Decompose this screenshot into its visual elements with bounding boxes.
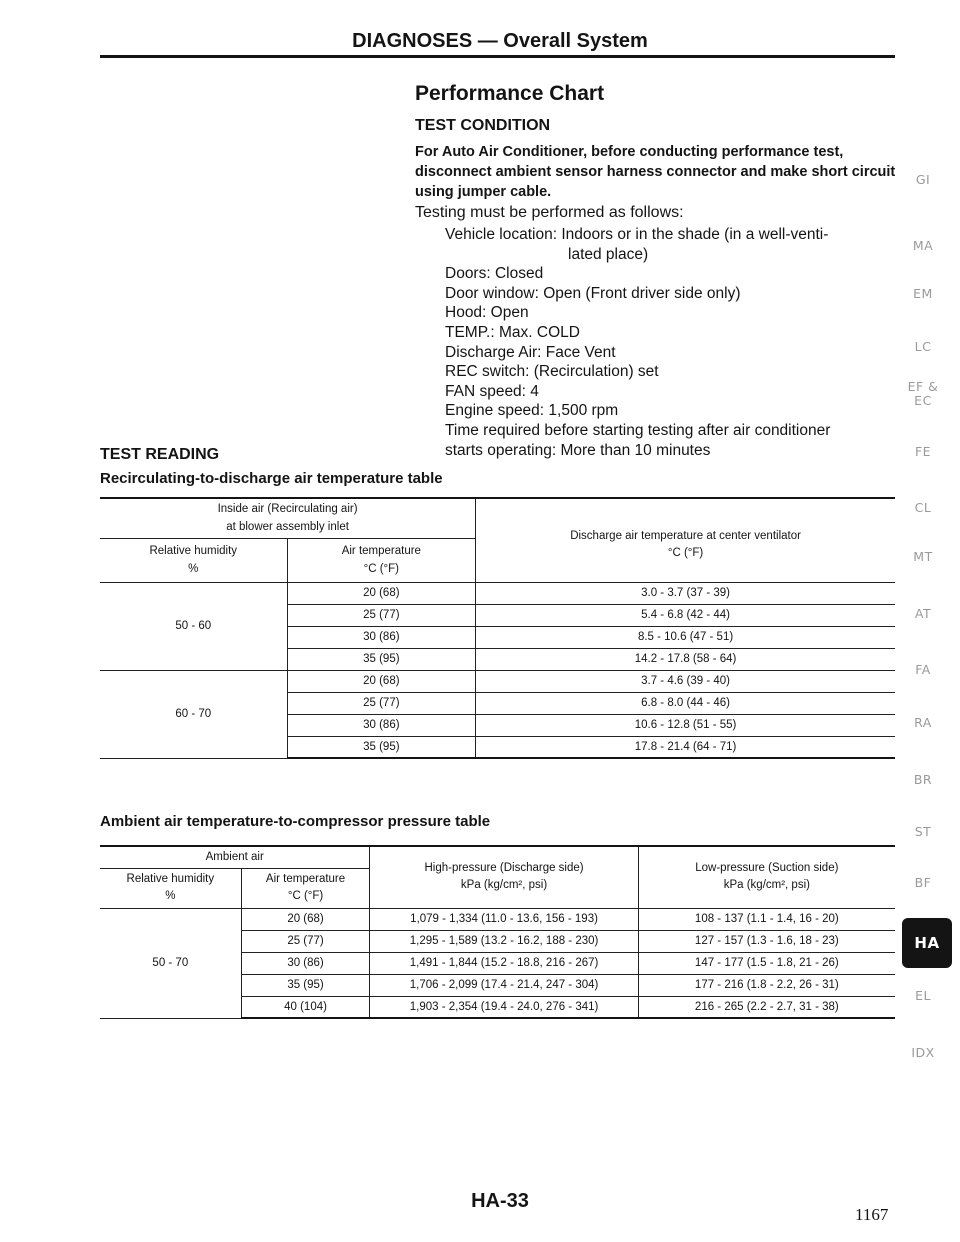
table2-low-cell: 216 - 265 (2.2 - 2.7, 31 - 38) <box>638 996 895 1018</box>
tab-ha-active[interactable]: HA <box>902 918 952 968</box>
recirculating-discharge-table <box>100 497 895 759</box>
table2-high-cell: 1,295 - 1,589 (13.2 - 16.2, 188 - 230) <box>370 930 638 952</box>
condition-item: lated place) <box>568 245 649 263</box>
tab-lc[interactable]: LC <box>914 339 932 354</box>
condition-item: Hood: Open <box>445 304 529 322</box>
table1-temp-cell: 35 (95) <box>287 736 476 758</box>
table2-airtemp-header: Air temperature °C (°F) <box>241 868 370 908</box>
tab-cl[interactable]: CL <box>914 500 932 515</box>
table1-temp-cell: 25 (77) <box>287 692 476 714</box>
table2-low-cell: 147 - 177 (1.5 - 1.8, 21 - 26) <box>638 952 895 974</box>
table2-high-cell: 1,706 - 2,099 (17.4 - 21.4, 247 - 304) <box>370 974 638 996</box>
table1-group-header: Inside air (Recirculating air) at blower assembly inlet <box>100 498 476 538</box>
test-condition-heading: TEST CONDITION <box>415 117 551 134</box>
tab-at[interactable]: AT <box>914 606 932 621</box>
table2-temp-cell: 30 (86) <box>241 952 370 974</box>
table2-high-header: High-pressure (Discharge side) kPa (kg/cm², psi) <box>370 846 638 908</box>
folio-number: 1167 <box>855 1205 889 1224</box>
table1-title: Recirculating-to-discharge air temperature table <box>100 470 443 487</box>
condition-item: Door window: Open (Front driver side only) <box>445 284 741 302</box>
table2-temp-cell: 40 (104) <box>241 996 370 1018</box>
table1-discharge-header: Discharge air temperature at center ventilator °C (°F) <box>476 498 895 582</box>
tab-idx[interactable]: IDX <box>911 1045 935 1060</box>
table2-high-cell: 1,491 - 1,844 (15.2 - 18.8, 216 - 267) <box>370 952 638 974</box>
tab-br[interactable]: BR <box>913 772 933 787</box>
table1-value-cell: 5.4 - 6.8 (42 - 44) <box>476 604 895 626</box>
table2-title: Ambient air temperature-to-compressor pressure table <box>100 813 491 830</box>
table2-high-cell: 1,903 - 2,354 (19.4 - 24.0, 276 - 341) <box>370 996 638 1018</box>
condition-list <box>445 225 915 460</box>
table1-value-cell: 14.2 - 17.8 (58 - 64) <box>476 648 895 670</box>
table2-low-cell: 177 - 216 (1.8 - 2.2, 26 - 31) <box>638 974 895 996</box>
table1-humidity-cell: 50 - 60 <box>100 582 287 670</box>
table2-temp-cell: 35 (95) <box>241 974 370 996</box>
condition-item: FAN speed: 4 <box>445 382 539 400</box>
table1-temp-cell: 20 (68) <box>287 582 476 604</box>
table2-humidity-cell: 50 - 70 <box>100 908 241 1018</box>
header-rule <box>100 55 895 58</box>
condition-item: Engine speed: 1,500 rpm <box>445 402 619 420</box>
tab-ra[interactable]: RA <box>914 715 932 730</box>
tab-mt[interactable]: MT <box>913 549 933 564</box>
table1-temp-cell: 30 (86) <box>287 626 476 648</box>
table2-temp-cell: 20 (68) <box>241 908 370 930</box>
table1-value-cell: 3.7 - 4.6 (39 - 40) <box>476 670 895 692</box>
condition-item: Time required before starting testing after air conditioner <box>445 421 831 439</box>
table2-group-header: Ambient air <box>100 846 370 868</box>
table1-value-cell: 10.6 - 12.8 (51 - 55) <box>476 714 895 736</box>
table1-temp-cell: 25 (77) <box>287 604 476 626</box>
table1-value-cell: 3.0 - 3.7 (37 - 39) <box>476 582 895 604</box>
tab-em[interactable]: EM <box>913 286 933 301</box>
table1-value-cell: 6.8 - 8.0 (44 - 46) <box>476 692 895 714</box>
table2-temp-cell: 25 (77) <box>241 930 370 952</box>
condition-item: REC switch: (Recirculation) set <box>445 363 659 381</box>
table2-humidity-header: Relative humidity % <box>100 868 241 908</box>
compressor-pressure-table <box>100 845 895 1019</box>
table1-temp-cell: 30 (86) <box>287 714 476 736</box>
tab-fa[interactable]: FA <box>915 662 931 677</box>
condition-item: Vehicle location: Indoors or in the shade (in a well-venti- <box>445 226 829 243</box>
tab-st[interactable]: ST <box>914 824 932 839</box>
table1-airtemp-header: Air temperature °C (°F) <box>287 538 476 582</box>
table1-value-cell: 17.8 - 21.4 (64 - 71) <box>476 736 895 758</box>
tab-ef-ec[interactable]: EF & EC <box>907 379 939 408</box>
table2-low-cell: 108 - 137 (1.1 - 1.4, 16 - 20) <box>638 908 895 930</box>
page-number: HA-33 <box>471 1190 529 1212</box>
condition-item: Discharge Air: Face Vent <box>445 343 616 361</box>
page-header-title: DIAGNOSES — Overall System <box>352 30 648 52</box>
test-reading-heading: TEST READING <box>100 446 220 463</box>
condition-item: Doors: Closed <box>445 265 544 283</box>
auto-ac-note: For Auto Air Conditioner, before conducting performance test, disconnect ambient sensor harness connector and make short circuit using jumper cable. <box>415 144 896 200</box>
tab-fe[interactable]: FE <box>914 444 932 459</box>
tab-el[interactable]: EL <box>915 988 931 1003</box>
table1-temp-cell: 20 (68) <box>287 670 476 692</box>
tab-bf[interactable]: BF <box>914 875 932 890</box>
test-intro: Testing must be performed as follows: <box>415 204 684 221</box>
table1-humidity-header: Relative humidity % <box>100 538 287 582</box>
table1-humidity-cell: 60 - 70 <box>100 670 287 758</box>
table2-low-header: Low-pressure (Suction side) kPa (kg/cm², psi) <box>638 846 895 908</box>
table1-value-cell: 8.5 - 10.6 (47 - 51) <box>476 626 895 648</box>
tab-ma[interactable]: MA <box>912 238 934 253</box>
section-title: Performance Chart <box>415 82 605 105</box>
condition-item: TEMP.: Max. COLD <box>445 323 580 341</box>
table2-low-cell: 127 - 157 (1.3 - 1.6, 18 - 23) <box>638 930 895 952</box>
table1-temp-cell: 35 (95) <box>287 648 476 670</box>
table2-high-cell: 1,079 - 1,334 (11.0 - 13.6, 156 - 193) <box>370 908 638 930</box>
tab-gi[interactable]: GI <box>915 172 931 187</box>
condition-item: starts operating: More than 10 minutes <box>445 441 711 459</box>
